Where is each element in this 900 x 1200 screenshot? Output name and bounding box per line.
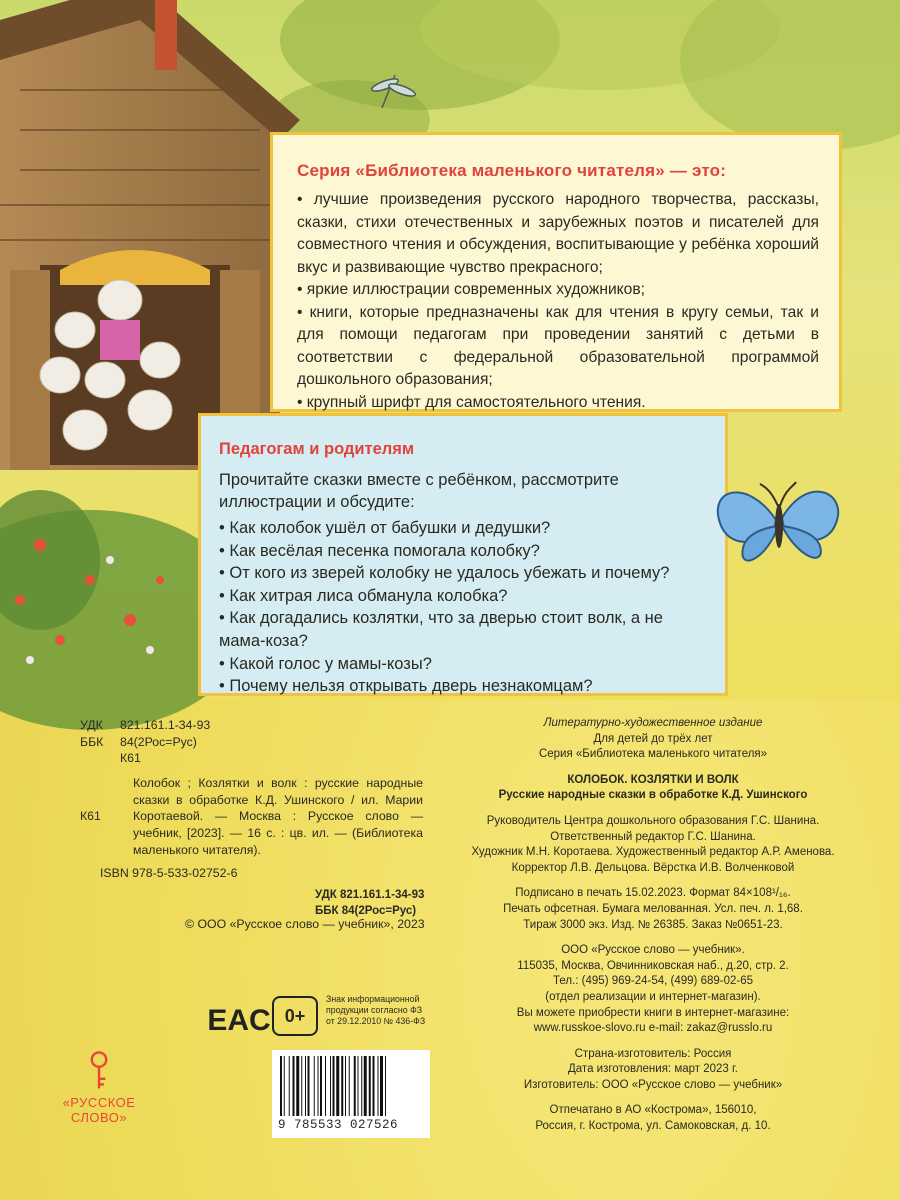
author-mark-side: К61 [80,809,101,823]
imprint-signed: Подписано в печать 15.02.2023. Формат 84×108¹/₁₆. [515,887,791,900]
age-rating-text: Знак информационной продукции согласно ФЗ от 29.12.2010 № 436-ФЗ [326,994,426,1026]
barcode-bar [289,1056,290,1116]
barcode-bars [278,1056,424,1116]
imprint-print: Печать офсетная. Бумага мелованная. Усл. печ. л. 1,68. [503,902,803,915]
barcode-bar [378,1056,379,1116]
key-icon [83,1050,115,1090]
barcode-bar [369,1056,371,1116]
imprint-artist: Художник М.Н. Коротаева. Художественный редактор А.Р. Аменова. [471,846,835,859]
imprint-age: Для детей до трёх лет [593,732,713,745]
udk-bold: УДК 821.161.1-34-93 [315,889,425,901]
list-item: • Почему нельзя открывать дверь незнакомцам? [219,677,593,696]
barcode-bar [358,1056,359,1116]
barcode-bar [301,1056,302,1116]
bibliographic-record [80,717,440,931]
barcode-bar [280,1056,282,1116]
imprint-series: Серия «Библиотека маленького читателя» [538,748,768,761]
imprint-printed: Отпечатано в АО «Кострома», 156010, [549,1104,757,1117]
barcode-bar [284,1056,285,1116]
imprint-corrector: Корректор Л.В. Дельцова. Вёрстка И.В. Волченковой [511,861,795,874]
barcode-bar [308,1056,310,1116]
imprint-printed-address: Россия, г. Кострома, ул. Самоковская, д. 10. [535,1120,771,1133]
barcode-bar [320,1056,322,1116]
list-item: • крупный шрифт для самостоятельного чтения. [297,393,646,411]
imprint-maker: Изготовитель: ООО «Русское слово — учебник» [523,1078,783,1091]
imprint-shop: Вы можете приобрести книги в интернет-магазине: [516,1006,790,1019]
udk-code: 821.161.1-34-93 [120,718,211,732]
barcode-bar [333,1056,335,1116]
series-info-box [270,132,842,412]
barcode-bar [385,1056,386,1116]
bbk-code: 84(2Рос=Рус) [120,734,197,749]
imprint-genre: Литературно-художественное издание [543,717,763,729]
imprint-company: ООО «Русское слово — учебник». [561,944,745,957]
barcode-bar [330,1056,331,1116]
question-list [219,517,707,698]
imprint-dept: (отдел реализации и интернет-магазин). [545,990,761,1003]
imprint-editor: Ответственный редактор Г.С. Шанина. [550,830,756,843]
series-feature-list [297,189,819,414]
list-item: • Как колобок ушёл от бабушки и дедушки? [219,519,551,537]
barcode-bar [361,1056,362,1116]
book-description: Колобок ; Козлятки и волк : русские народные сказки в обработке К.Д. Ушинского / ил. Марии Коротаевой. — Москва : Русское слово — учебник, [2023]. — 16 с. : цв. ил. — (Библиотека маленького читателя). [133,776,423,857]
imprint-block [468,716,838,1135]
parents-box-title: Педагогам и родителям [219,440,415,458]
imprint-web: www.russkoe-slovo.ru e-mail: zakaz@russlo.ru [533,1022,773,1035]
barcode-bar [293,1056,295,1116]
eac-mark-text: EAC [207,1004,271,1037]
imprint-phone: Тел.: (495) 969-24-54, (499) 689-02-65 [552,975,754,988]
author-mark: К61 [120,751,141,766]
barcode-bar [373,1056,375,1116]
barcode-bar [364,1056,367,1116]
copyright: © ООО «Русское слово — учебник», 2023 [185,917,425,931]
imprint-address: 115035, Москва, Овчинниковская наб., д.20, стр. 2. [517,959,789,972]
imprint-date: Дата изготовления: март 2023 г. [568,1063,738,1076]
parents-box [198,413,728,696]
list-item: • Как догадались козлятки, что за дверью стоит волк, а не мама-коза? [219,609,663,650]
barcode-bar [336,1056,339,1116]
bbk-bold: ББК 84(2Рос=Рус) [315,905,417,917]
isbn: ISBN 978-5-533-02752-6 [100,866,238,880]
barcode-bar [314,1056,315,1116]
list-item: • Какой голос у мамы-козы? [219,654,432,673]
list-item: • Как весёлая песенка помогала колобку? [219,541,540,560]
barcode-bar [349,1056,350,1116]
parents-intro: Прочитайте сказки вместе с ребёнком, рассмотрите иллюстрации и обсудите: [219,471,619,511]
imprint-subtitle: Русские народные сказки в обработке К.Д. Ушинского [498,789,808,802]
bbk-label: ББК [80,734,104,749]
publisher-logo [44,1050,154,1125]
barcode-number: 9 785533 027526 [278,1118,399,1132]
series-box-title: Серия «Библиотека маленького читателя» — это: [297,161,727,180]
barcode-bar [325,1056,326,1116]
imprint-country: Страна-изготовитель: Россия [574,1047,732,1060]
list-item: • От кого из зверей колобку не удалось убежать и почему? [219,564,670,583]
barcode-bar [318,1056,319,1116]
publisher-name: «РУССКОЕ СЛОВО» [62,1095,136,1125]
list-item: • книги, которые предназначены как для чтения в кругу семьи, так и для помощи педагогам при проведении занятий с детьми в соответствии с федеральной образовательной программой дошкольного образования; [297,303,819,388]
barcode-bar [341,1056,343,1116]
barcode-bar [296,1056,299,1116]
udk-label: УДК [80,718,103,732]
imprint-run: Тираж 3000 экз. Изд. № 26385. Заказ №0651-23. [523,918,783,931]
barcode-bar [380,1056,383,1116]
list-item: • яркие иллюстрации современных художников; [297,281,645,298]
isbn-barcode [272,1050,430,1138]
butterfly-icon [708,468,848,578]
imprint-head: Руководитель Центра дошкольного образования Г.С. Шанина. [486,814,820,827]
barcode-bar [354,1056,356,1116]
list-item: • Как хитрая лиса обманула колобка? [219,586,508,605]
age-rating-badge: 0+ [272,996,318,1036]
eac-mark-icon [207,994,271,1040]
barcode-bar [305,1056,306,1116]
barcode-bar [345,1056,346,1116]
list-item: • лучшие произведения русского народного творчества, рассказы, сказки, стихи отечественных и зарубежных поэтов и писателей для совместного чтения и обсуждения, воспитывающие у ребёнка хороший вкус и развивающие чувство прекрасного; [297,191,819,276]
imprint-title: КОЛОБОК. КОЗЛЯТКИ И ВОЛК [567,773,739,786]
